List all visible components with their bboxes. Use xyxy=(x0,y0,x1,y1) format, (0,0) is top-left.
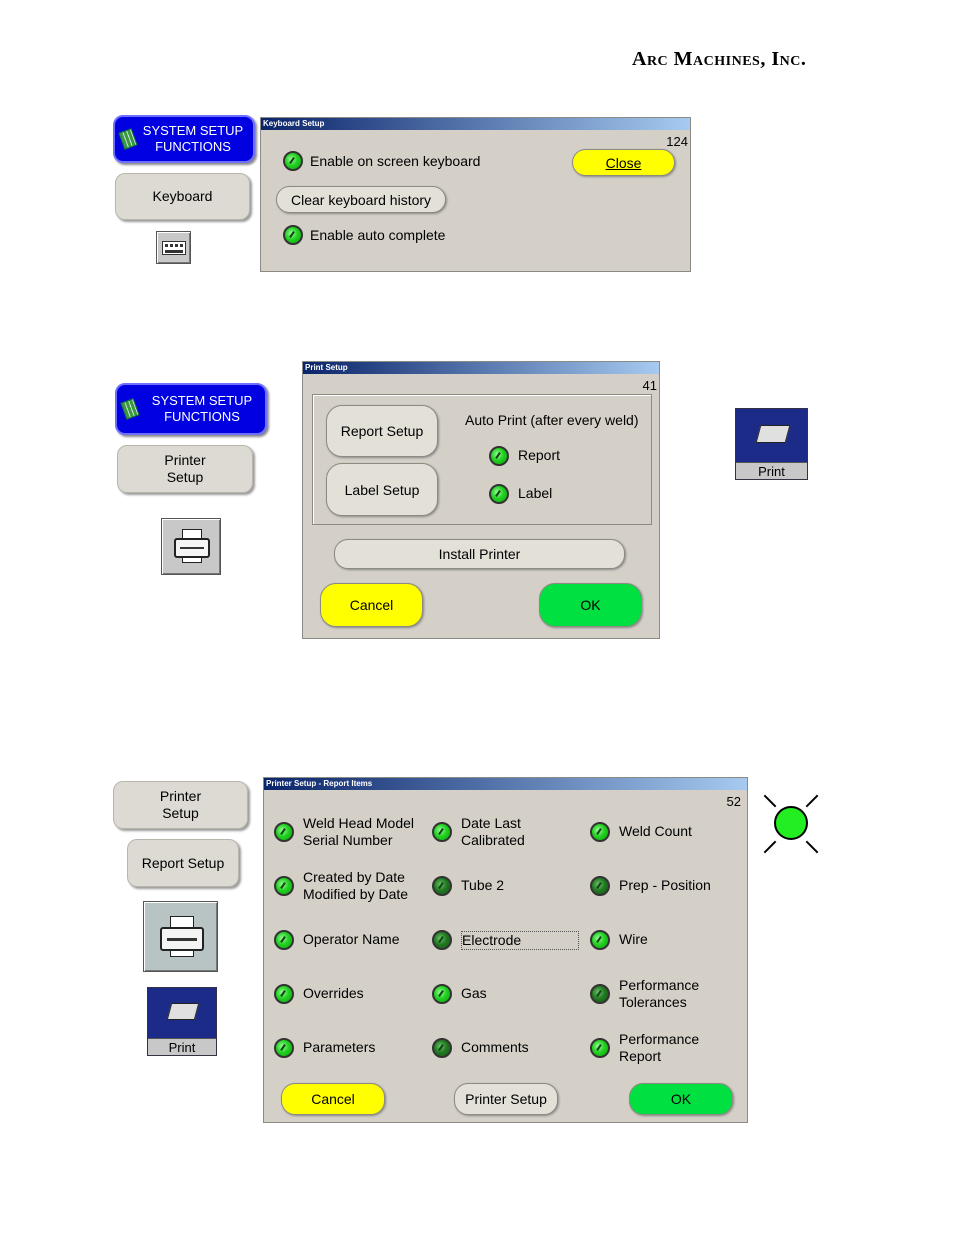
system-setup-functions-button[interactable] xyxy=(113,115,255,163)
report-item-led[interactable] xyxy=(274,984,294,1004)
report-item-led[interactable] xyxy=(590,822,610,842)
report-item-led[interactable] xyxy=(432,930,452,950)
cancel-button[interactable]: Cancel xyxy=(320,583,423,627)
report-item-label: Wire xyxy=(619,931,648,947)
auto-print-report-led[interactable] xyxy=(489,446,509,466)
report-item-led[interactable] xyxy=(432,984,452,1004)
keyboard-icon xyxy=(162,241,186,255)
report-item-label: Prep - Position xyxy=(619,877,711,893)
report-item-led[interactable] xyxy=(590,984,610,1004)
report-item-led[interactable] xyxy=(432,876,452,896)
print-label: Print xyxy=(736,462,807,479)
report-item-led[interactable] xyxy=(274,1038,294,1058)
dialog-title: Print Setup xyxy=(303,362,659,374)
printer-setup-button-3[interactable]: Printer Setup xyxy=(454,1083,558,1115)
screen-number: 124 xyxy=(666,134,688,149)
report-setup-button[interactable]: Report Setup xyxy=(326,405,438,457)
company-brand: Arc Machines, Inc. xyxy=(632,48,807,70)
report-item-led[interactable] xyxy=(274,876,294,896)
enable-onscreen-keyboard-label: Enable on screen keyboard xyxy=(310,153,481,169)
report-item-label: Gas xyxy=(461,985,487,1001)
report-item-led[interactable] xyxy=(590,930,610,950)
ok-button[interactable]: OK xyxy=(539,583,642,627)
report-item-label: Weld Head Model Serial Number xyxy=(303,815,415,848)
cancel-button[interactable]: Cancel xyxy=(281,1083,385,1115)
report-item-label: Overrides xyxy=(303,985,364,1001)
report-item-led[interactable] xyxy=(274,930,294,950)
print-tile-button[interactable] xyxy=(735,408,808,480)
screen-number: 41 xyxy=(642,378,657,393)
keyboard-icon-button[interactable] xyxy=(156,231,191,264)
printer-icon-button[interactable] xyxy=(161,518,221,575)
report-item-label: Date Last Calibrated xyxy=(461,815,525,848)
install-printer-button[interactable]: Install Printer xyxy=(334,539,625,569)
enable-auto-complete-led[interactable] xyxy=(283,225,303,245)
report-item-led[interactable] xyxy=(590,876,610,896)
report-item-label: Tube 2 xyxy=(461,877,505,893)
print-label: Print xyxy=(148,1038,216,1055)
report-item-led[interactable] xyxy=(590,1038,610,1058)
report-item-label: Operator Name xyxy=(303,931,400,947)
report-item-label: Weld Count xyxy=(619,823,692,839)
printer-setup-button[interactable]: Printer Setup xyxy=(117,445,253,493)
printer-icon xyxy=(167,1003,200,1020)
auto-print-label: Auto Print (after every weld) xyxy=(465,412,639,428)
ok-button[interactable]: OK xyxy=(629,1083,733,1115)
auto-print-report-label: Report xyxy=(518,447,561,463)
report-item-label: Parameters xyxy=(303,1039,376,1055)
printer-icon xyxy=(756,425,791,443)
report-item-led[interactable] xyxy=(432,822,452,842)
enable-onscreen-keyboard-led[interactable] xyxy=(283,151,303,171)
clear-keyboard-history-button[interactable]: Clear keyboard history xyxy=(276,186,446,213)
report-item-label: Performance Report xyxy=(619,1031,700,1064)
keyboard-setup-dialog xyxy=(260,117,691,272)
auto-print-label-led[interactable] xyxy=(489,484,509,504)
label-setup-button[interactable]: Label Setup xyxy=(326,463,438,516)
screen-number: 52 xyxy=(726,794,741,809)
report-items-dialog xyxy=(263,777,748,1123)
dialog-title: Printer Setup - Report Items xyxy=(264,778,747,790)
report-item-label: Electrode xyxy=(461,931,579,950)
dialog-title: Keyboard Setup xyxy=(261,118,690,130)
close-button[interactable]: Close xyxy=(572,149,675,176)
printer-icon-button-2[interactable] xyxy=(143,901,218,972)
report-item-led[interactable] xyxy=(432,1038,452,1058)
report-item-label: Created by Date Modified by Date xyxy=(303,869,409,902)
report-setup-button-2[interactable]: Report Setup xyxy=(127,839,239,887)
report-item-label: Performance Tolerances xyxy=(619,977,700,1010)
lit-led-icon xyxy=(760,794,822,854)
print-setup-dialog xyxy=(302,361,660,639)
system-setup-label: SYSTEM SETUP FUNCTIONS xyxy=(151,393,253,424)
enable-auto-complete-label: Enable auto complete xyxy=(310,227,446,243)
report-item-led[interactable] xyxy=(274,822,294,842)
keyboard-button[interactable]: Keyboard xyxy=(115,173,250,220)
auto-print-label-label: Label xyxy=(518,485,553,501)
report-item-label: Comments xyxy=(461,1039,529,1055)
system-setup-functions-button-2[interactable] xyxy=(115,383,267,435)
printer-setup-button-2[interactable]: Printer Setup xyxy=(113,781,248,829)
print-tile-button-2[interactable] xyxy=(147,987,217,1056)
system-setup-label: SYSTEM SETUP FUNCTIONS xyxy=(142,123,244,154)
